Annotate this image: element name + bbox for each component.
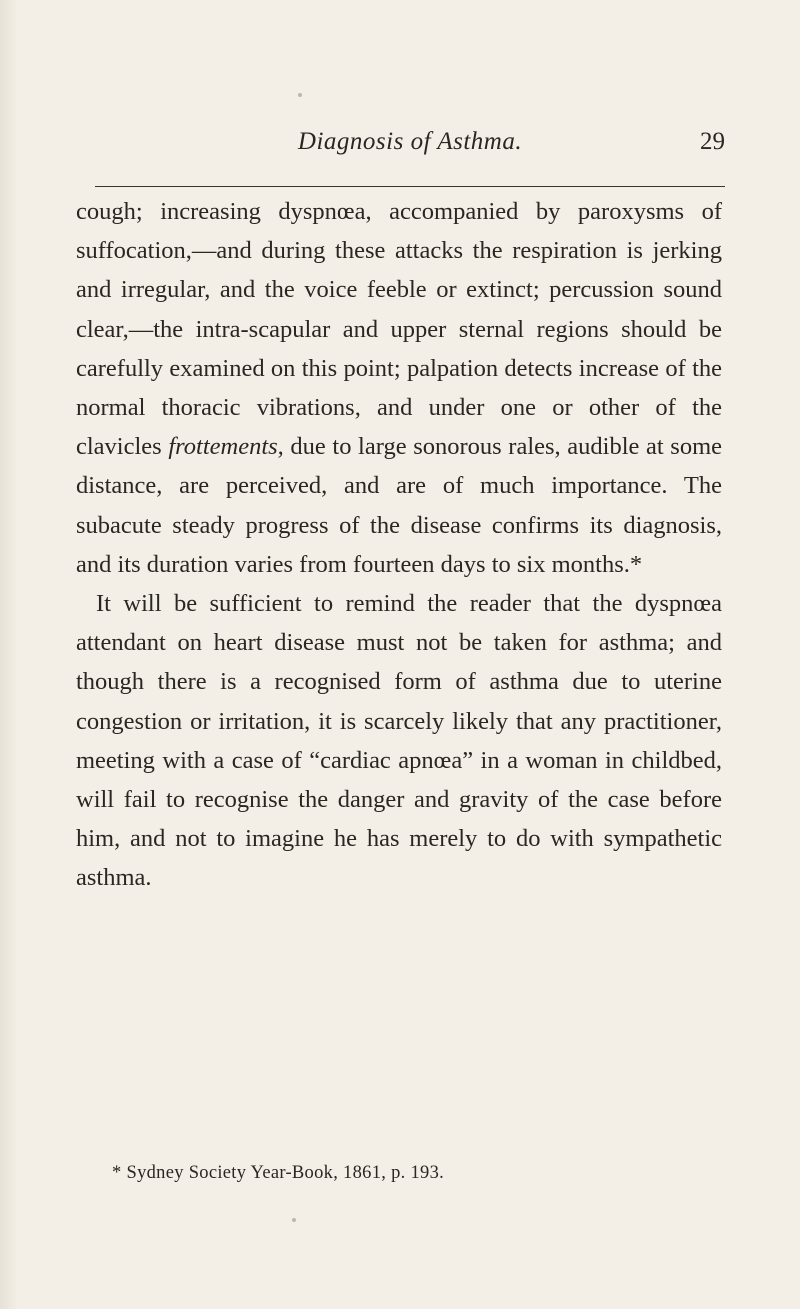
ink-speck [292,1218,296,1222]
italic-term: frottements, [168,433,284,461]
paragraph-text: cough; increasing dyspnœa, accompanied by paroxysms of suffocation,—and during these attacks the respiration is jerking and irregular, and the voice feeble or extinct; percussion sound clear,—the intra-scapular and upper sternal regions should be carefully examined on this point; palpation detects increase of the normal thoracic vibrations, and under one or other of the clavicles [76,198,722,461]
header-rule [95,186,725,187]
paragraph-text: due to large sonorous rales, audible at some distance, are perceived, and are of much importance. The subacute steady progress of the disease confirms its diagnosis, and its duration varies from fourteen days to six months.* [76,433,722,578]
footnote: * Sydney Society Year-Book, 1861, p. 193. [112,1163,445,1183]
paragraph [76,192,722,584]
page-number: 29 [700,128,725,155]
ink-speck [298,93,302,97]
running-head [95,128,725,164]
running-title: Diagnosis of Asthma. [297,128,523,155]
body-text [76,192,722,898]
paragraph: It will be sufficient to remind the reader that the dyspnœa attendant on heart disease must not be taken for asthma; and though there is a recognised form of asthma due to uterine congestion or irritation, it is scarcely likely that any practitioner, meeting with a case of “cardiac apnœa” in a woman in childbed, will fail to recognise the danger and gravity of the case before him, and not to imagine he has merely to do with sympathetic asthma. [76,590,722,892]
